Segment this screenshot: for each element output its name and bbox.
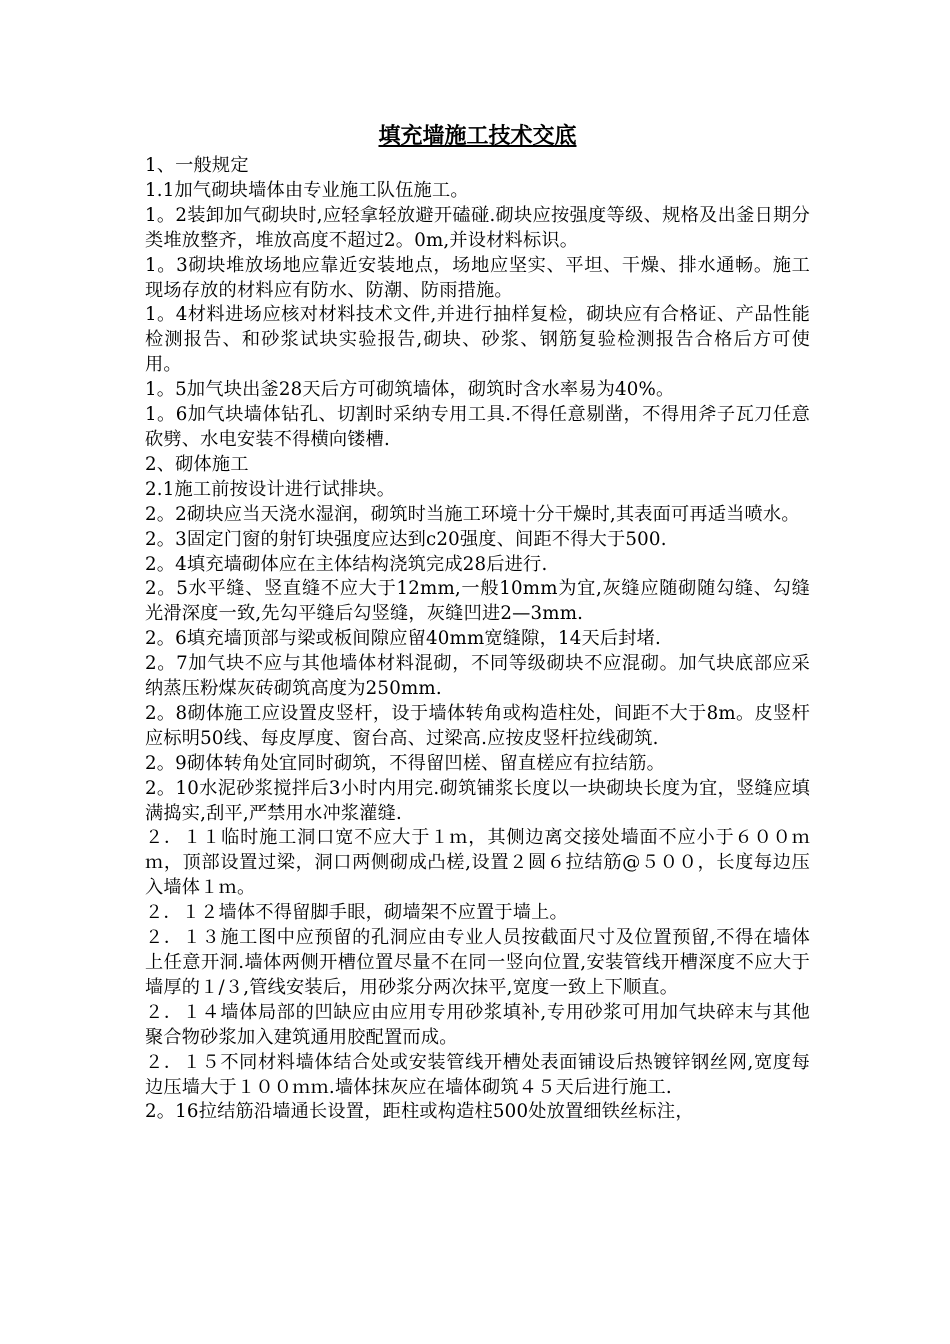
paragraph: 2。9砌体转角处宜同时砌筑，不得留凹槎、留直槎应有拉结筋。 bbox=[145, 752, 666, 774]
paragraph: 1。4材料进场应核对材料技术文件,并进行抽样复检，砌块应有合格证、产品性能检测报告、和砂浆试块实验报告,砌块、砂浆、钢筋复验检测报告合格后方可使用。 bbox=[145, 304, 810, 376]
paragraph: 2。16拉结筋沿墙通长设置，距柱或构造柱500处放置细铁丝标注， bbox=[145, 1101, 694, 1123]
paragraph: ２．１２墙体不得留脚手眼，砌墙架不应置于墙上。 bbox=[145, 902, 568, 924]
paragraph: 2.1施工前按设计进行试排块。 bbox=[145, 478, 396, 500]
paragraph: 2。10水泥砂浆搅拌后3小时内用完.砌筑铺浆长度以一块砌块长度为宜，竖缝应填满捣实,刮平,严禁用水冲浆灌缝. bbox=[145, 777, 810, 824]
paragraph: 2。8砌体施工应设置皮竖杆，设于墙体转角或构造柱处，间距不大于8m。皮竖杆应标明50线、每皮厚度、窗台高、过梁高.应按皮竖杆拉线砌筑. bbox=[145, 702, 810, 749]
document-body bbox=[145, 154, 810, 1125]
paragraph: 1。3砌块堆放场地应靠近安装地点，场地应坚实、平坦、干燥、排水通畅。施工现场存放的材料应有防水、防潮、防雨措施。 bbox=[145, 254, 810, 301]
paragraph: 1.1加气砌块墙体由专业施工队伍施工。 bbox=[145, 179, 469, 201]
paragraph: 2。3固定门窗的射钉块强度应达到c20强度、间距不得大于500. bbox=[145, 528, 667, 550]
paragraph: 1。6加气块墙体钻孔、切割时采纳专用工具.不得任意剔凿，不得用斧子瓦刀任意砍劈、水电安装不得横向镂槽. bbox=[145, 404, 810, 450]
paragraph: 2。2砌块应当天浇水湿润，砌筑时当施工环境十分干燥时,其表面可再适当喷水。 bbox=[145, 503, 800, 525]
paragraph: 2。6填充墙顶部与梁或板间隙应留40mm宽缝隙，14天后封堵. bbox=[145, 628, 662, 650]
section-heading-masonry: 2、砌体施工 bbox=[145, 453, 249, 475]
paragraph: 1。5加气块出釜28天后方可砌筑墙体，砌筑时含水率易为40%。 bbox=[145, 379, 675, 401]
paragraph: ２．１１临时施工洞口宽不应大于１ｍ，其侧边离交接处墙面不应小于６００ｍｍ，顶部设置过梁，洞口两侧砌成凸槎,设置２圆６拉结筋@５００，长度每边压入墙体１ｍ。 bbox=[145, 827, 810, 899]
paragraph: ２．１４墙体局部的凹缺应由应用专用砂浆填补,专用砂浆可用加气块碎末与其他聚合物砂浆加入建筑通用胶配置而成。 bbox=[145, 1001, 810, 1048]
document-title: 填充墙施工技术交底 bbox=[378, 123, 577, 149]
paragraph: 1。2装卸加气砌块时,应轻拿轻放避开磕碰.砌块应按强度等级、规格及出釜日期分类堆放整齐，堆放高度不超过2。0m,并设材料标识。 bbox=[145, 204, 810, 251]
paragraph: ２．１５不同材料墙体结合处或安装管线开槽处表面铺设后热镀锌钢丝网,宽度每边压墙大于１００ｍｍ.墙体抹灰应在墙体砌筑４５天后进行施工. bbox=[145, 1051, 810, 1098]
section-heading-general: 1、一般规定 bbox=[145, 155, 249, 176]
document-page bbox=[145, 118, 810, 1125]
paragraph: 2。5水平缝、竖直缝不应大于12mm,一般10mm为宜,灰缝应随砌随勾缝、勾缝光滑深度一致,先勾平缝后勾竖缝，灰缝凹进2—3mm. bbox=[145, 578, 810, 625]
paragraph: ２．１３施工图中应预留的孔洞应由专业人员按截面尺寸及位置预留,不得在墙体上任意开洞.墙体两侧开槽位置尽量不在同一竖向位置,安装管线开槽深度不应大于墙厚的１/３,管线安装后，用砂浆分两次抹平,宽度一致上下顺直。 bbox=[145, 927, 810, 998]
paragraph: 2。7加气块不应与其他墙体材料混砌，不同等级砌块不应混砌。加气块底部应采纳蒸压粉煤灰砖砌筑高度为250mm. bbox=[145, 653, 810, 700]
paragraph: 2。4填充墙砌体应在主体结构浇筑完成28后进行. bbox=[145, 553, 548, 575]
